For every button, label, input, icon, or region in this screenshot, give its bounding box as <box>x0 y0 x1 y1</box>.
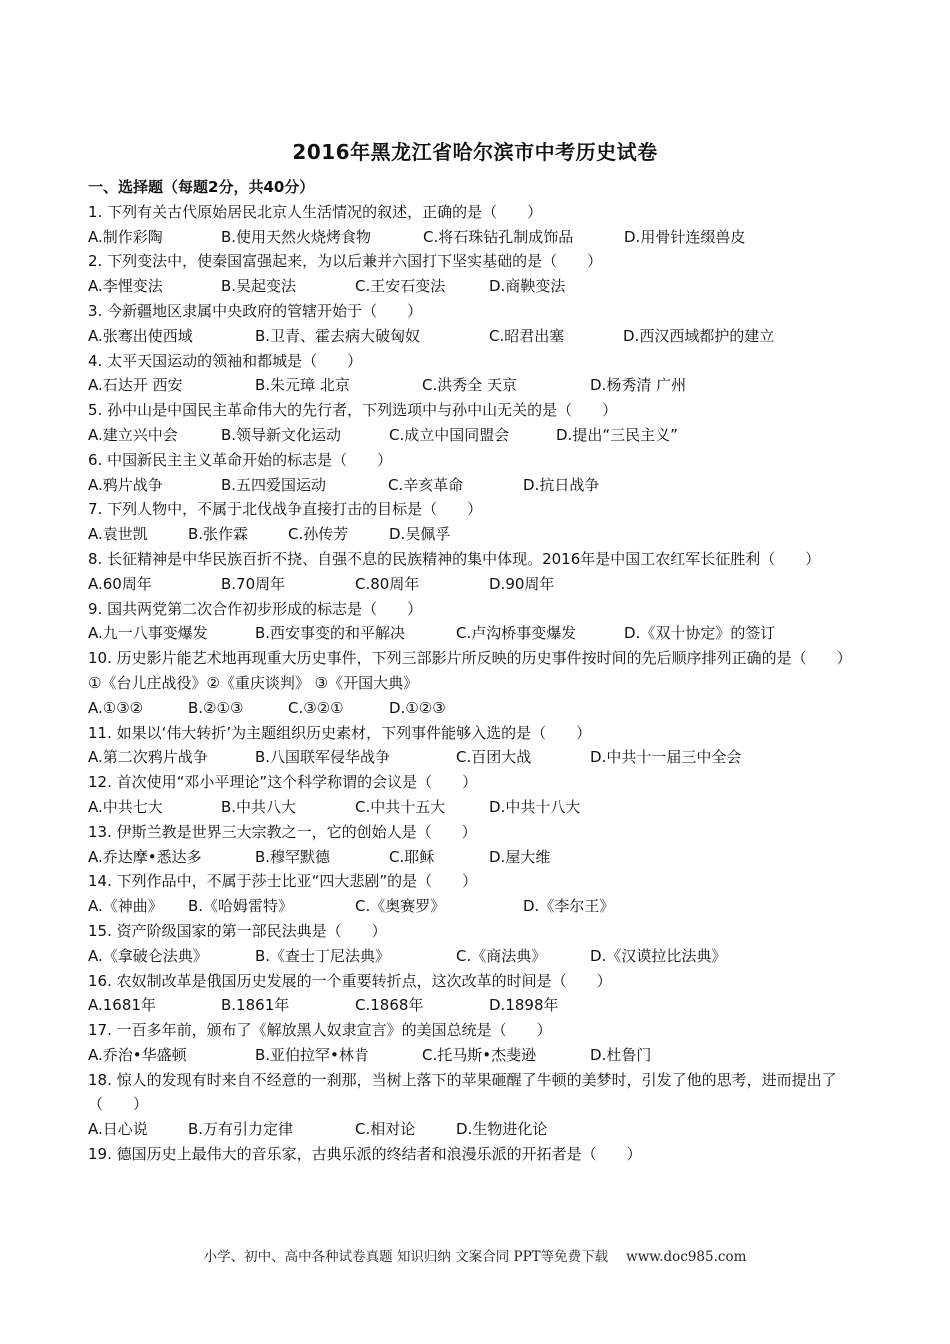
option-b: B.西安事变的和平解决 <box>255 624 406 643</box>
question-options <box>88 1043 863 1068</box>
option-b: B.②①③ <box>188 698 244 717</box>
option-b: B.穆罕默德 <box>255 847 331 866</box>
option-d: D.1898年 <box>489 996 559 1015</box>
question-stem: 1. 下列有关古代原始居民北京人生活情况的叙述，正确的是（ ） <box>88 202 543 221</box>
page-title: 2016年黑龙江省哈尔滨市中考历史试卷 <box>292 140 658 164</box>
question-stem: 16. 农奴制改革是俄国历史发展的一个重要转折点，这次改革的时间是（ ） <box>88 971 612 990</box>
option-a: A.日心说 <box>88 1120 148 1139</box>
question-stem: 14. 下列作品中，不属于莎士比亚“四大悲剧”的是（ ） <box>88 872 478 891</box>
question-options <box>88 572 863 597</box>
question-options <box>88 522 863 547</box>
option-a: A.九一八事变爆发 <box>88 624 208 643</box>
option-a: A.李悝变法 <box>88 277 163 296</box>
option-b: B.五四爱国运动 <box>221 475 327 494</box>
option-b: B.1861年 <box>221 996 290 1015</box>
option-b: B.领导新文化运动 <box>221 425 342 444</box>
section-heading: 一、选择题（每题2分，共40分） <box>88 178 315 196</box>
option-d: D.《李尔王》 <box>523 897 615 916</box>
option-c: C.孙传芳 <box>288 525 349 544</box>
option-c: C.将石珠钻孔制成饰品 <box>423 227 574 246</box>
option-d: D.用骨针连缀兽皮 <box>624 227 746 246</box>
option-c: C.80周年 <box>355 574 420 593</box>
option-a: A.袁世凯 <box>88 525 148 544</box>
question-options <box>88 1117 863 1142</box>
question-stem: 11. 如果以‘伟大转折’为主题组织历史素材，下列事件能够入选的是（ ） <box>88 723 592 742</box>
option-b: B.万有引力定律 <box>188 1120 294 1139</box>
option-a: A.中共七大 <box>88 797 163 816</box>
option-b: B.八国联军侵华战争 <box>255 748 391 767</box>
option-c: C.昭君出塞 <box>489 326 565 345</box>
question-stem: 19. 德国历史上最伟大的音乐家，古典乐派的终结者和浪漫乐派的开拓者是（ ） <box>88 1145 642 1164</box>
question-options <box>88 423 863 448</box>
option-d: D.杨秀清 广州 <box>590 376 687 395</box>
option-c: C.百团大战 <box>456 748 532 767</box>
option-b: B.朱元璋 北京 <box>255 376 350 395</box>
option-b: B.吴起变法 <box>221 277 297 296</box>
option-b: B.卫青、霍去病大破匈奴 <box>255 326 421 345</box>
option-d: D.西汉西域都护的建立 <box>623 326 775 345</box>
question-stem: 3. 今新疆地区隶属中央政府的管辖开始于（ ） <box>88 301 423 320</box>
option-b: B.70周年 <box>221 574 286 593</box>
question-stem: 13. 伊斯兰教是世界三大宗教之一，它的创始人是（ ） <box>88 822 477 841</box>
option-c: C.相对论 <box>355 1120 416 1139</box>
option-c: C.卢沟桥事变爆发 <box>456 624 577 643</box>
footer-url[interactable]: www.doc985.com <box>626 1249 747 1265</box>
option-b: B.《哈姆雷特》 <box>188 897 294 916</box>
question-stem: 15. 资产阶级国家的第一部民法典是（ ） <box>88 921 387 940</box>
option-a: A.第二次鸦片战争 <box>88 748 208 767</box>
option-c: C.王安石变法 <box>355 277 446 296</box>
option-a: A.石达开 西安 <box>88 376 183 395</box>
option-a: A.1681年 <box>88 996 156 1015</box>
option-b: B.中共八大 <box>221 797 297 816</box>
question-stem: 8. 长征精神是中华民族百折不挠、自强不息的民族精神的集中体现。2016年是中国工农红军长征胜利（ ） <box>88 549 821 568</box>
option-b: B.张作霖 <box>188 525 249 544</box>
option-c: C.洪秀全 天京 <box>422 376 518 395</box>
option-d: D.《汉谟拉比法典》 <box>590 946 727 965</box>
option-d: D.90周年 <box>489 574 555 593</box>
question-extra: ①《台儿庄战役》②《重庆谈判》 ③《开国大典》 <box>88 673 419 692</box>
option-d: D.杜鲁门 <box>590 1045 652 1064</box>
exam-content <box>88 175 863 1167</box>
question-options <box>88 993 863 1018</box>
question-options <box>88 944 863 969</box>
question-options <box>88 696 863 721</box>
option-c: C.《商法典》 <box>456 946 547 965</box>
option-a: A.60周年 <box>88 574 152 593</box>
question-options <box>88 324 863 349</box>
option-c: C.托马斯•杰斐逊 <box>422 1045 537 1064</box>
option-a: A.张骞出使西域 <box>88 326 193 345</box>
option-d: D.提出“三民主义” <box>556 425 678 444</box>
option-d: D.中共十八大 <box>489 797 581 816</box>
option-b: B.亚伯拉罕•林肯 <box>255 1045 369 1064</box>
option-a: A.鸦片战争 <box>88 475 163 494</box>
question-options <box>88 894 863 919</box>
question-options <box>88 473 863 498</box>
option-c: C.《奥赛罗》 <box>355 897 446 916</box>
option-c: C.1868年 <box>355 996 424 1015</box>
option-b: B.《查士丁尼法典》 <box>255 946 391 965</box>
option-d: D.屋大维 <box>489 847 551 866</box>
question-stem: 4. 太平天国运动的领袖和都城是（ ） <box>88 351 363 370</box>
question-stem: 18. 惊人的发现有时来自不经意的一刹那，当树上落下的苹果砸醒了牛顿的美梦时，引发了他的思考，进而提出了（ ） <box>88 1070 837 1114</box>
option-d: D.中共十一届三中全会 <box>590 748 742 767</box>
question-stem: 2. 下列变法中，使秦国富强起来，为以后兼并六国打下坚实基础的是（ ） <box>88 252 603 271</box>
option-c: C.中共十五大 <box>355 797 446 816</box>
question-stem: 5. 孙中山是中国民主革命伟大的先行者，下列选项中与孙中山无关的是（ ） <box>88 401 618 420</box>
option-a: A.《拿破仑法典》 <box>88 946 208 965</box>
question-options <box>88 274 863 299</box>
footer-text: 小学、初中、高中各种试卷真题 知识归纳 文案合同 PPT等免费下载 <box>203 1249 609 1265</box>
option-a: A.乔达摩•悉达多 <box>88 847 202 866</box>
question-stem: 10. 历史影片能艺术地再现重大历史事件，下列三部影片所反映的历史事件按时间的先后顺序排列正确的是（ ） <box>88 649 852 668</box>
option-b: B.使用天然火烧烤食物 <box>221 227 372 246</box>
question-stem: 9. 国共两党第二次合作初步形成的标志是（ ） <box>88 599 423 618</box>
option-d: D.吴佩孚 <box>389 525 451 544</box>
question-options <box>88 225 863 250</box>
option-d: D.①②③ <box>389 698 446 717</box>
option-d: D.《双十协定》的签订 <box>624 624 776 643</box>
question-options <box>88 373 863 398</box>
question-stem: 17. 一百多年前，颁布了《解放黑人奴隶宣言》的美国总统是（ ） <box>88 1021 552 1040</box>
option-a: A.乔治•华盛顿 <box>88 1045 187 1064</box>
page-footer <box>0 1245 950 1265</box>
option-a: A.制作彩陶 <box>88 227 163 246</box>
option-d: D.生物进化论 <box>456 1120 548 1139</box>
option-c: C.③②① <box>288 698 344 717</box>
question-options <box>88 621 863 646</box>
option-c: C.耶稣 <box>389 847 435 866</box>
option-c: C.辛亥革命 <box>388 475 464 494</box>
question-stem: 12. 首次使用“邓小平理论”这个科学称谓的会议是（ ） <box>88 773 478 792</box>
option-d: D.商鞅变法 <box>489 277 566 296</box>
option-d: D.抗日战争 <box>523 475 600 494</box>
option-a: A.《神曲》 <box>88 897 163 916</box>
question-options <box>88 745 863 770</box>
question-options <box>88 795 863 820</box>
option-a: A.①③② <box>88 698 144 717</box>
option-a: A.建立兴中会 <box>88 425 178 444</box>
question-stem: 7. 下列人物中，不属于北伐战争直接打击的目标是（ ） <box>88 500 483 519</box>
question-stem: 6. 中国新民主主义革命开始的标志是（ ） <box>88 450 393 469</box>
option-c: C.成立中国同盟会 <box>389 425 510 444</box>
question-options <box>88 845 863 870</box>
